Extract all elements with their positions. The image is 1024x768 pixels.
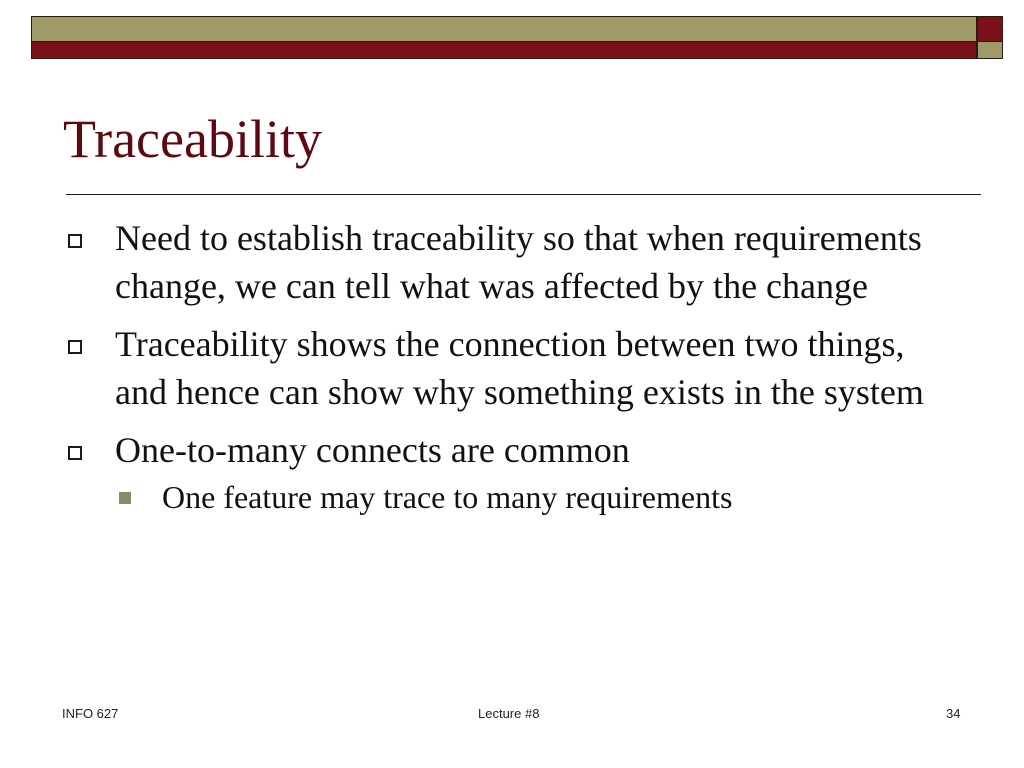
- header-olive-bar: [31, 16, 977, 42]
- bullet-text: Traceability shows the connection between two things, and hence can show why something exists in the system: [115, 324, 924, 412]
- bullet-item: [62, 426, 962, 520]
- footer-lecture: Lecture #8: [478, 706, 540, 721]
- header-olive-square: [977, 41, 1003, 59]
- sub-bullet-text: One feature may trace to many requirements: [162, 479, 733, 515]
- hollow-square-bullet-icon: [68, 234, 82, 248]
- slide-title: Traceability: [63, 109, 322, 169]
- title-divider: [66, 194, 981, 195]
- footer-course: INFO 627: [62, 706, 119, 721]
- sub-bullet-list: [115, 474, 962, 520]
- sub-bullet-item: [115, 474, 962, 520]
- hollow-square-bullet-icon: [68, 340, 82, 354]
- header-maroon-square: [977, 16, 1003, 42]
- bullet-item: [62, 214, 962, 310]
- header-maroon-bar: [31, 41, 977, 59]
- footer-page-number: 34: [946, 706, 961, 721]
- bullet-text: One-to-many connects are common: [115, 430, 630, 470]
- bullet-list: [62, 214, 962, 530]
- filled-square-bullet-icon: [119, 492, 131, 504]
- bullet-text: Need to establish traceability so that when requirements change, we can tell what was affected by the change: [115, 218, 922, 306]
- bullet-item: [62, 320, 962, 416]
- hollow-square-bullet-icon: [68, 446, 82, 460]
